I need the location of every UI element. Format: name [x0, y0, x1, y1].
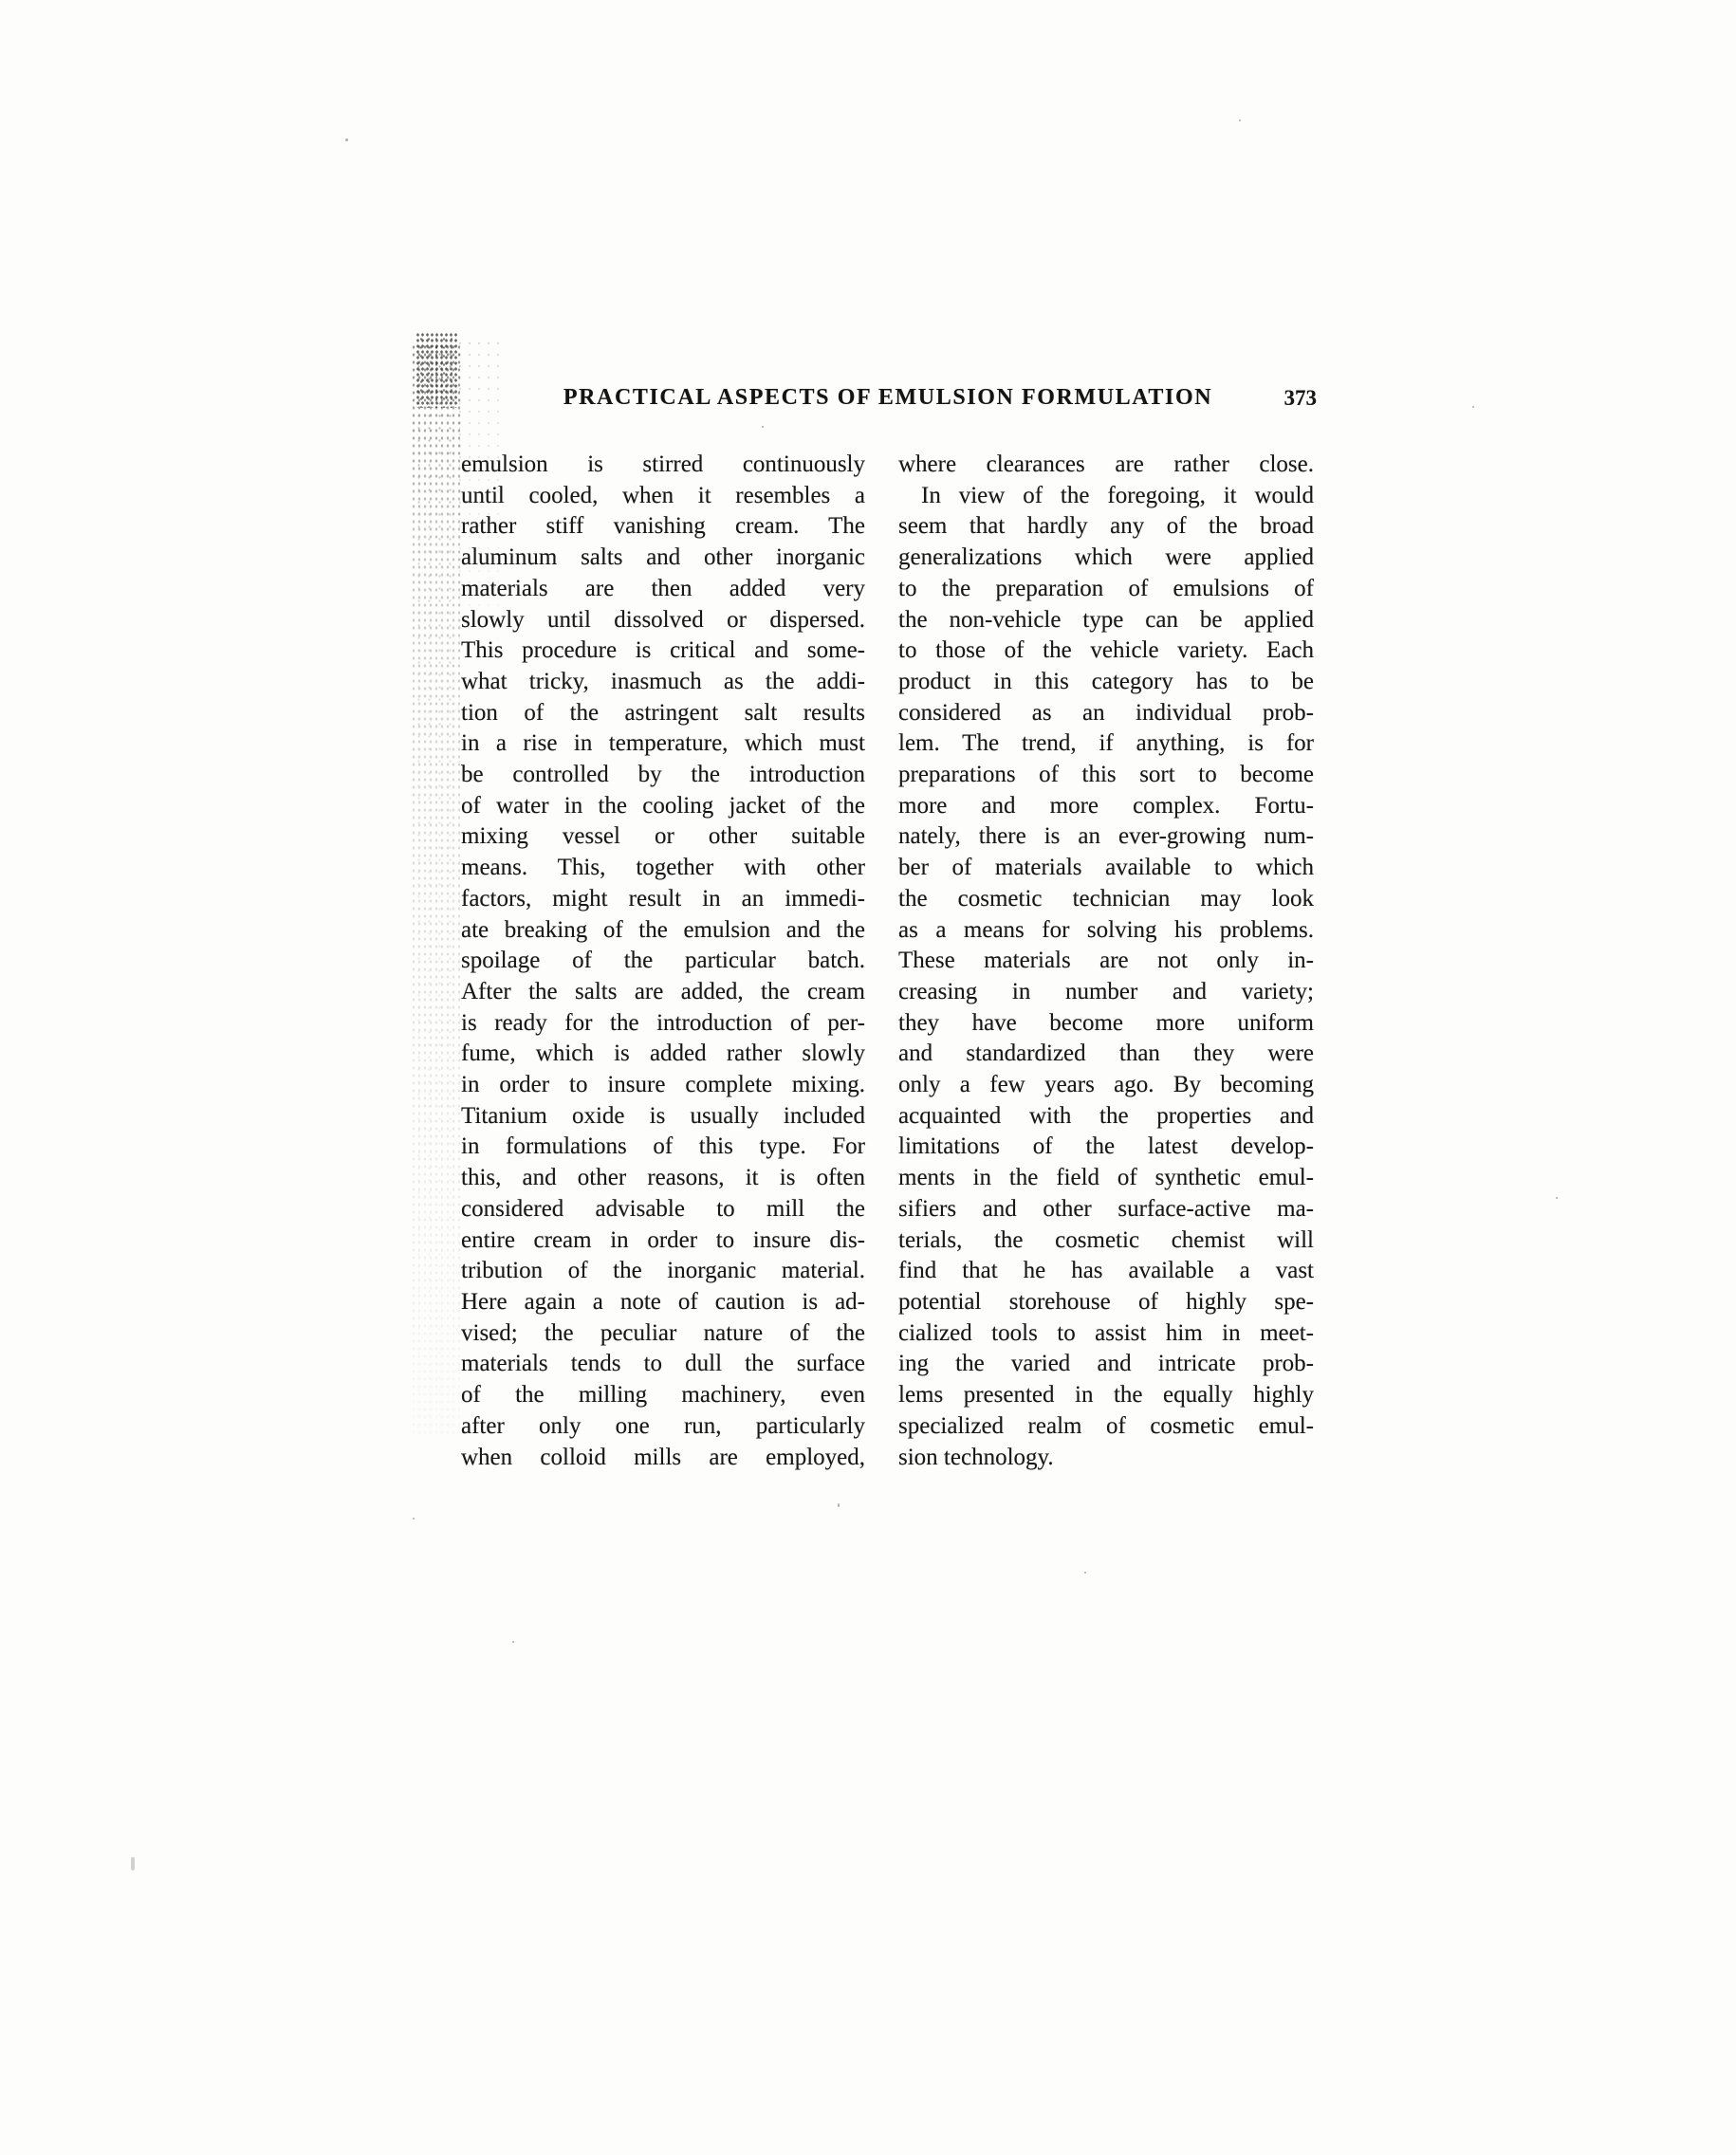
text-line: to the preparation of emulsions of: [898, 575, 1314, 601]
text-line: is ready for the introduction of per-: [461, 1009, 865, 1036]
text-line: Titanium oxide is usually included: [461, 1102, 865, 1129]
text-line: means. This, together with other: [461, 855, 865, 881]
text-line: In view of the foregoing, it would: [921, 482, 1314, 508]
text-line: considered advisable to mill the: [461, 1195, 865, 1222]
text-line: After the salts are added, the cream: [461, 978, 865, 1004]
text-line: the non-vehicle type can be applied: [898, 606, 1314, 633]
text-line: fume, which is added rather slowly: [461, 1041, 865, 1067]
text-line: ments in the field of synthetic emul-: [898, 1165, 1314, 1191]
text-line: vised; the peculiar nature of the: [461, 1319, 865, 1346]
text-line: This procedure is critical and some-: [461, 637, 865, 664]
text-line: preparations of this sort to become: [898, 762, 1314, 788]
text-line: sifiers and other surface-active ma-: [898, 1195, 1314, 1222]
text-line: what tricky, inasmuch as the addi-: [461, 668, 865, 694]
text-line: acquainted with the properties and: [898, 1102, 1314, 1129]
text-line: to those of the vehicle variety. Each: [898, 637, 1314, 664]
text-line: emulsion is stirred continuously: [461, 451, 865, 477]
text-line: creasing in number and variety;: [898, 978, 1314, 1004]
text-line: of water in the cooling jacket of the: [461, 792, 865, 819]
text-line: more and more complex. Fortu-: [898, 792, 1314, 819]
scan-speck: [1472, 406, 1474, 408]
text-line: seem that hardly any of the broad: [898, 513, 1314, 540]
text-line: Here again a note of caution is ad-: [461, 1288, 865, 1315]
text-line: potential storehouse of highly spe-: [898, 1288, 1314, 1315]
scan-speck: [762, 426, 764, 428]
text-line: mixing vessel or other suitable: [461, 823, 865, 850]
text-line: considered as an individual prob-: [898, 699, 1314, 726]
text-line: entire cream in order to insure dis-: [461, 1226, 865, 1253]
text-line: and standardized than they were: [898, 1041, 1314, 1067]
text-line: terials, the cosmetic chemist will: [898, 1226, 1314, 1253]
scan-speck: [1239, 120, 1241, 121]
text-line: aluminum salts and other inorganic: [461, 544, 865, 571]
scan-speck: [512, 1641, 514, 1643]
running-header: PRACTICAL ASPECTS OF EMULSION FORMULATION: [563, 385, 1213, 410]
text-line: product in this category has to be: [898, 668, 1314, 694]
text-line: lems presented in the equally highly: [898, 1382, 1314, 1409]
scan-speck: [131, 1857, 135, 1870]
text-line: materials are then added very: [461, 575, 865, 601]
text-line: after only one run, particularly: [461, 1412, 865, 1439]
scan-speck: [1556, 1197, 1558, 1199]
text-line: tribution of the inorganic material.: [461, 1258, 865, 1284]
scan-speck: [1084, 1572, 1086, 1574]
text-line: nately, there is an ever-growing num-: [898, 823, 1314, 850]
scan-speck: [838, 1503, 840, 1507]
text-line: this, and other reasons, it is often: [461, 1165, 865, 1191]
text-line: generalizations which were applied: [898, 544, 1314, 571]
text-line: until cooled, when it resembles a: [461, 482, 865, 508]
text-line: in a rise in temperature, which must: [461, 730, 865, 757]
text-line: materials tends to dull the surface: [461, 1351, 865, 1377]
text-line: rather stiff vanishing cream. The: [461, 513, 865, 540]
text-line: find that he has available a vast: [898, 1258, 1314, 1284]
text-line: of the milling machinery, even: [461, 1382, 865, 1409]
text-line: slowly until dissolved or dispersed.: [461, 606, 865, 633]
text-line: only a few years ago. By becoming: [898, 1072, 1314, 1098]
text-line: factors, might result in an immedi-: [461, 885, 865, 912]
text-line: limitations of the latest develop-: [898, 1133, 1314, 1160]
text-column-left: [461, 450, 865, 1473]
page-number: 373: [1284, 386, 1317, 410]
scan-speck: [413, 1518, 415, 1520]
scan-noise-band: [411, 343, 460, 1434]
text-line: sion technology.: [898, 1444, 1054, 1470]
text-line: These materials are not only in-: [898, 948, 1314, 974]
text-line: ber of materials available to which: [898, 855, 1314, 881]
text-line: where clearances are rather close.: [898, 451, 1314, 477]
text-line: in order to insure complete mixing.: [461, 1072, 865, 1098]
text-line: ing the varied and intricate prob-: [898, 1351, 1314, 1377]
text-line: the cosmetic technician may look: [898, 885, 1314, 912]
text-line: be controlled by the introduction: [461, 762, 865, 788]
text-line: specialized realm of cosmetic emul-: [898, 1412, 1314, 1439]
text-column-right: [898, 450, 1314, 1473]
text-line: as a means for solving his problems.: [898, 916, 1314, 943]
text-line: cialized tools to assist him in meet-: [898, 1319, 1314, 1346]
text-line: tion of the astringent salt results: [461, 699, 865, 726]
text-line: lem. The trend, if anything, is for: [898, 730, 1314, 757]
text-line: they have become more uniform: [898, 1009, 1314, 1036]
text-line: when colloid mills are employed,: [461, 1444, 865, 1470]
text-line: in formulations of this type. For: [461, 1133, 865, 1160]
text-line: spoilage of the particular batch.: [461, 948, 865, 974]
text-line: ate breaking of the emulsion and the: [461, 916, 865, 943]
scan-speck: [345, 138, 348, 141]
